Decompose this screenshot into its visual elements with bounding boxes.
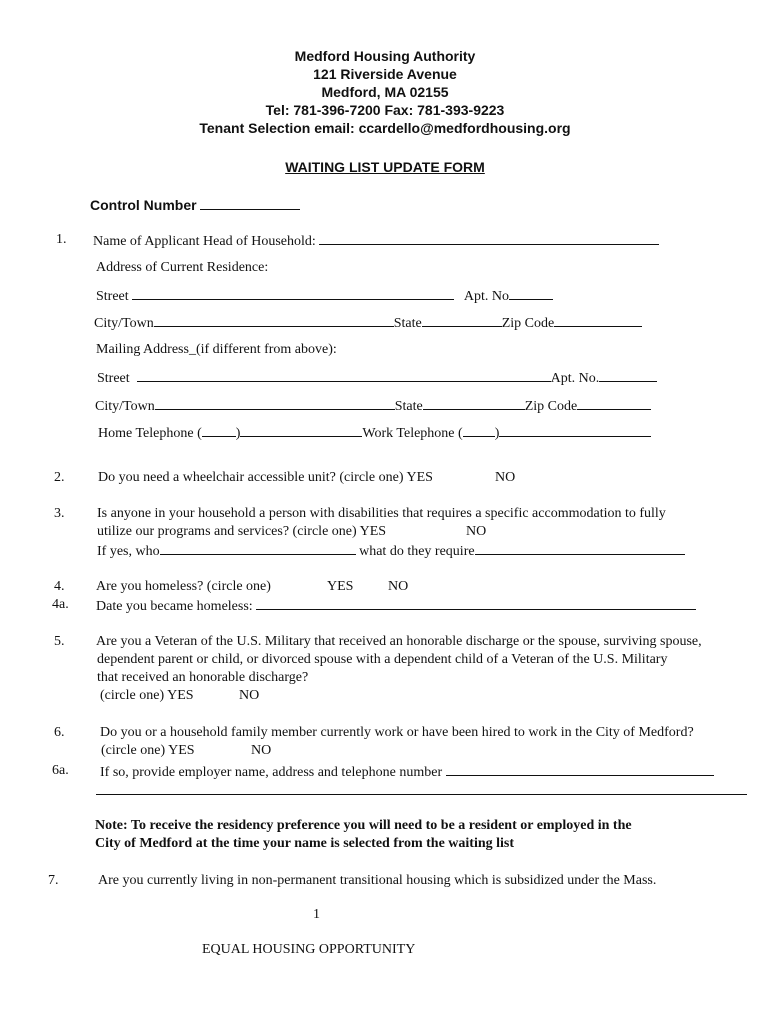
q1-work-phone-close: ) — [494, 426, 500, 441]
q4-number: 4. — [54, 579, 65, 594]
q2-number: 2. — [54, 470, 65, 485]
org-street: 121 Riverside Avenue — [313, 66, 457, 82]
q6-number: 6. — [54, 725, 65, 740]
q1-mail-apt-label: Apt. No. — [550, 371, 600, 386]
form-title: WAITING LIST UPDATE FORM — [285, 159, 485, 175]
q1-mail-city-label: City/Town — [95, 399, 155, 414]
q3-require-blank[interactable] — [475, 542, 685, 555]
q1-mailing-heading: Mailing Address_(if different from above): — [96, 342, 337, 357]
q2-text: Do you need a wheelchair accessible unit? (circle one) YES — [98, 470, 433, 485]
q1-city-label: City/Town — [94, 316, 154, 331]
q3-who-label: If yes, who — [97, 544, 160, 559]
q3-number: 3. — [54, 506, 65, 521]
q1-mail-apt-blank[interactable] — [599, 369, 657, 382]
q1-work-phone-label: Work Telephone ( — [362, 426, 463, 441]
q5-no-option[interactable]: NO — [239, 688, 260, 703]
q1-mail-state-blank[interactable] — [423, 397, 525, 410]
q6a-row — [100, 763, 714, 781]
q5-number: 5. — [54, 634, 65, 649]
q1-zip-label: Zip Code — [501, 316, 555, 331]
q3-who-row — [97, 542, 685, 560]
q4-no-option[interactable]: NO — [388, 579, 409, 594]
q7-text: Are you currently living in non-permanent transitional housing which is subsidized under the Mass. — [98, 873, 657, 888]
q1-home-phone-label: Home Telephone ( — [98, 426, 202, 441]
q4a-text: Date you became homeless: — [96, 599, 253, 614]
org-city: Medford, MA 02155 — [321, 84, 449, 100]
q4a-row — [96, 597, 696, 615]
q1-name-label: Name of Applicant Head of Household: — [93, 234, 316, 249]
q6-no-option[interactable]: NO — [251, 743, 272, 758]
q1-home-phone-close: ) — [235, 426, 241, 441]
org-phones: Tel: 781-396-7200 Fax: 781-393-9223 — [265, 102, 505, 118]
q1-phone-row — [98, 424, 651, 442]
q5-line4: (circle one) YES — [100, 688, 194, 703]
q3-line1: Is anyone in your household a person with disabilities that requires a specific accommodation to fully — [97, 506, 666, 521]
q1-home-phone-blank[interactable] — [240, 424, 362, 437]
q1-state-label: State — [393, 316, 422, 331]
q1-mail-street-blank[interactable] — [137, 369, 551, 382]
org-name: Medford Housing Authority — [294, 48, 476, 64]
q1-apt-label: Apt. No — [463, 289, 510, 304]
org-email: Tenant Selection email: ccardello@medfordhousing.org — [199, 120, 571, 136]
q4-text: Are you homeless? (circle one) — [96, 579, 271, 594]
q1-name-blank[interactable] — [319, 232, 659, 245]
q1-state-blank[interactable] — [422, 314, 502, 327]
note-line2: City of Medford at the time your name is selected from the waiting list — [95, 836, 515, 851]
q6-line2: (circle one) YES — [101, 743, 195, 758]
q1-mail-city-row — [95, 397, 651, 415]
q6-line1: Do you or a household family member currently work or have been hired to work in the City of Medford? — [100, 725, 694, 740]
q2-no-option[interactable]: NO — [495, 470, 516, 485]
q6a-extra-line[interactable] — [96, 794, 747, 795]
q3-line2: utilize our programs and services? (circle one) YES — [97, 524, 387, 539]
q5-line2: dependent parent or child, or divorced spouse with a dependent child of a Veteran of the U.S. Military — [97, 652, 668, 667]
q1-mail-street-row — [97, 369, 657, 387]
q1-street-row — [96, 287, 553, 305]
q1-number: 1. — [56, 232, 67, 247]
control-number-label: Control Number — [90, 197, 197, 213]
q1-mail-street-label: Street — [97, 371, 130, 386]
q5-line1: Are you a Veteran of the U.S. Military that received an honorable discharge or the spouse, surviving spouse, — [96, 634, 702, 649]
q1-city-blank[interactable] — [154, 314, 394, 327]
note-line1: Note: To receive the residency preference you will need to be a resident or employed in the — [95, 818, 632, 833]
q3-require-label: what do they require — [355, 544, 475, 559]
q1-mail-state-label: State — [394, 399, 423, 414]
q1-work-phone-blank[interactable] — [499, 424, 651, 437]
q1-apt-blank[interactable] — [509, 287, 553, 300]
q1-address-heading: Address of Current Residence: — [96, 260, 269, 275]
q1-mail-zip-label: Zip Code — [524, 399, 578, 414]
q6a-text: If so, provide employer name, address and telephone number — [100, 765, 443, 780]
q1-name-field — [93, 232, 659, 250]
q1-home-area-blank[interactable] — [202, 424, 236, 437]
q1-city-row — [94, 314, 642, 332]
control-number-blank[interactable] — [200, 197, 300, 210]
q7-number: 7. — [48, 873, 59, 888]
q6a-employer-blank[interactable] — [446, 763, 714, 776]
q3-who-blank[interactable] — [160, 542, 356, 555]
q1-mail-city-blank[interactable] — [155, 397, 395, 410]
footer-equal-housing: EQUAL HOUSING OPPORTUNITY — [202, 942, 416, 957]
q5-line3: that received an honorable discharge? — [97, 670, 309, 685]
control-number-field — [90, 197, 300, 213]
q4a-date-blank[interactable] — [256, 597, 696, 610]
q1-mail-zip-blank[interactable] — [577, 397, 651, 410]
q4a-number: 4a. — [52, 597, 69, 612]
q4-yes-option[interactable]: YES — [327, 579, 354, 594]
q6a-number: 6a. — [52, 763, 69, 778]
q3-no-option[interactable]: NO — [466, 524, 487, 539]
page-number: 1 — [313, 907, 320, 922]
q1-work-area-blank[interactable] — [463, 424, 495, 437]
q1-zip-blank[interactable] — [554, 314, 642, 327]
q1-street-blank[interactable] — [132, 287, 454, 300]
q1-street-label: Street — [96, 289, 129, 304]
